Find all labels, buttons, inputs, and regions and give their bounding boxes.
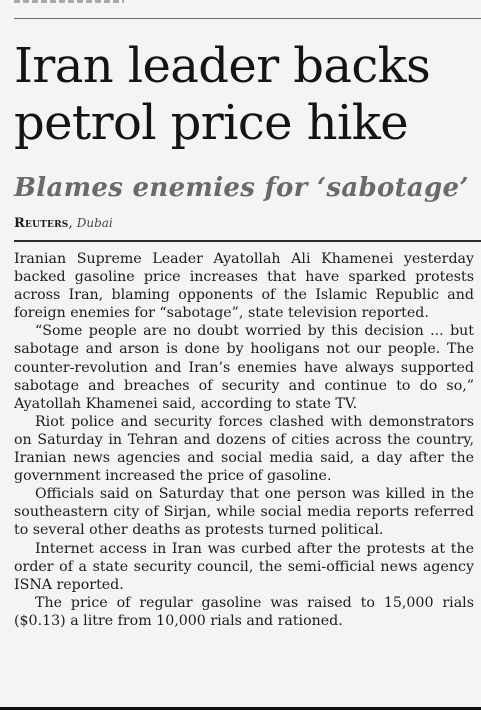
byline — [14, 215, 113, 232]
byline-agency: Reuters — [14, 216, 69, 231]
article-paragraph: “Some people are no doubt worried by this decision ... but sabotage and arson is done by hooligans not our people. The counter-revolution and Iran’s enemies have always supported sabotage and breaches of security and continue to do so,” Ayatollah Khamenei said, according to state TV. — [14, 323, 474, 412]
byline-dateline: Dubai — [76, 216, 113, 230]
article-paragraph: Iranian Supreme Leader Ayatollah Ali Khamenei yesterday backed gasoline price increases that have sparked protests across Iran, blaming opponents of the Islamic Republic and foreign enemies for “sabotage”, state television reported. — [14, 251, 474, 322]
headline: Iran leader backs petrol price hike — [14, 38, 431, 151]
article-paragraph: The price of regular gasoline was raised to 15,000 rials ($0.13) a litre from 10,000 rials and rationed. — [14, 594, 474, 629]
byline-divider — [14, 240, 481, 242]
subheadline: Blames enemies for ‘sabotage’ — [14, 173, 469, 203]
byline-separator: , — [68, 216, 73, 231]
article-paragraph: Internet access in Iran was curbed after the protests at the order of a state security council, the semi-official news agency ISNA reported. — [14, 540, 474, 593]
article-body — [14, 250, 474, 630]
article-paragraph: Riot police and security forces clashed with demonstrators on Saturday in Tehran and dozens of cities across the country, Iranian news agencies and social media said, a day after the government increased the price of gasoline. — [14, 413, 474, 485]
clipped-previous-text — [14, 0, 124, 3]
article-paragraph: Officials said on Saturday that one person was killed in the southeastern city of Sirjan, while social media reports referred to several other deaths as protests turned political. — [14, 486, 474, 539]
top-divider — [14, 18, 481, 19]
